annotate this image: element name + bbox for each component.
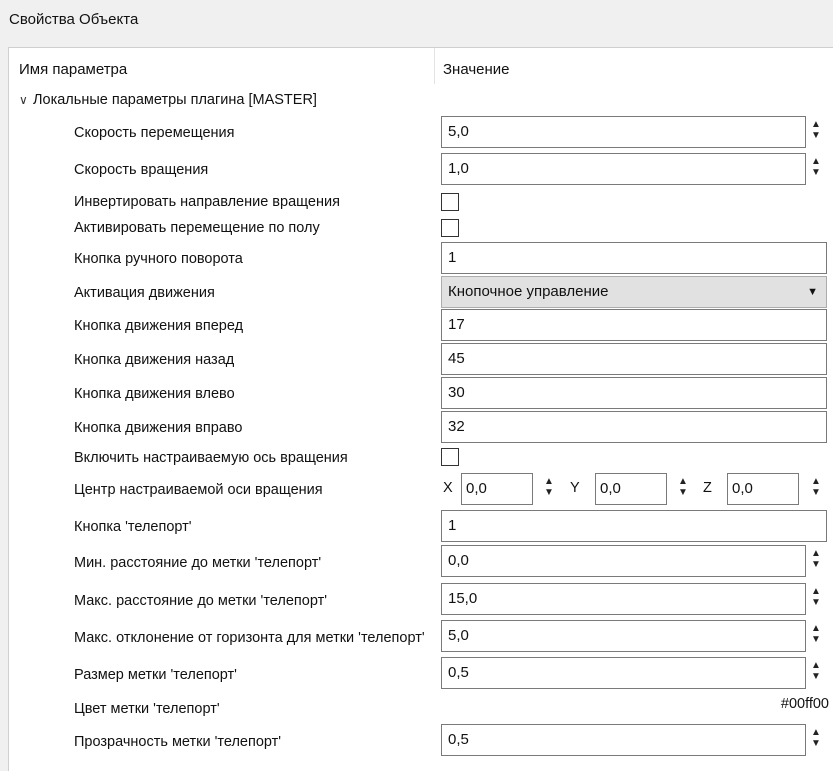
key-back-input[interactable]: 45	[441, 343, 827, 375]
spin-up-icon[interactable]: ▲	[544, 476, 554, 487]
axis-y-input[interactable]: 0,0	[595, 473, 667, 505]
teleport-max-distance-spinner[interactable]	[810, 586, 822, 608]
spin-up-icon[interactable]: ▲	[811, 660, 821, 671]
row-key-left	[9, 377, 833, 411]
spin-up-icon[interactable]: ▲	[811, 476, 821, 487]
window-title: Свойства Объекта	[9, 11, 139, 28]
spin-down-icon[interactable]: ▼	[811, 597, 821, 608]
spin-down-icon[interactable]: ▼	[811, 671, 821, 682]
row-manual-rotation-key	[9, 242, 833, 275]
row-move-activation	[9, 276, 833, 309]
dropdown-arrow-icon[interactable]: ▼	[807, 286, 818, 298]
spin-down-icon[interactable]: ▼	[811, 559, 821, 570]
spin-down-icon[interactable]: ▼	[811, 634, 821, 645]
row-label: Макс. отклонение от горизонта для метки 'телепорт'	[74, 630, 425, 646]
teleport-size-input[interactable]: 0,5	[441, 657, 806, 689]
row-label: Цвет метки 'телепорт'	[74, 701, 220, 717]
spin-up-icon[interactable]: ▲	[811, 548, 821, 559]
teleport-size-spinner[interactable]	[810, 660, 822, 682]
row-teleport-opacity	[9, 724, 833, 760]
axis-x-label: X	[443, 480, 453, 496]
custom-axis-checkbox[interactable]	[441, 448, 459, 466]
move-speed-spinner[interactable]	[810, 119, 822, 141]
key-forward-input[interactable]: 17	[441, 309, 827, 341]
row-teleport-min-distance	[9, 545, 833, 581]
axis-z-spinner[interactable]	[810, 476, 822, 498]
row-label: Размер метки 'телепорт'	[74, 667, 237, 683]
row-label: Кнопка движения влево	[74, 386, 235, 402]
row-label: Кнопка движения назад	[74, 352, 235, 368]
row-key-right	[9, 411, 833, 445]
rot-speed-spinner[interactable]	[810, 156, 822, 178]
row-label: Активировать перемещение по полу	[74, 220, 320, 236]
row-label: Кнопка движения вперед	[74, 318, 244, 334]
key-right-input[interactable]: 32	[441, 411, 827, 443]
axis-x-input[interactable]: 0,0	[461, 473, 533, 505]
row-invert-rotation	[9, 190, 833, 216]
move-activation-select[interactable]	[441, 276, 827, 308]
key-left-input[interactable]: 30	[441, 377, 827, 409]
row-label: Кнопка ручного поворота	[74, 251, 243, 267]
row-label: Скорость перемещения	[74, 125, 235, 141]
row-teleport-color	[9, 694, 833, 724]
teleport-max-distance-input[interactable]: 15,0	[441, 583, 806, 615]
spin-down-icon[interactable]: ▼	[678, 487, 688, 498]
row-label: Скорость вращения	[74, 162, 209, 178]
teleport-opacity-spinner[interactable]	[810, 727, 822, 749]
spin-up-icon[interactable]: ▲	[811, 156, 821, 167]
axis-y-spinner[interactable]	[677, 476, 689, 498]
row-teleport-key	[9, 510, 833, 544]
spin-up-icon[interactable]: ▲	[811, 623, 821, 634]
axis-y-label: Y	[570, 480, 580, 496]
spin-up-icon[interactable]: ▲	[811, 727, 821, 738]
floor-movement-checkbox[interactable]	[441, 219, 459, 237]
spin-down-icon[interactable]: ▼	[811, 130, 821, 141]
spin-down-icon[interactable]: ▼	[544, 487, 554, 498]
invert-rotation-checkbox[interactable]	[441, 193, 459, 211]
window-title-bar	[0, 0, 833, 42]
axis-z-input[interactable]: 0,0	[727, 473, 799, 505]
row-teleport-max-distance	[9, 583, 833, 619]
group-local-plugin-params[interactable]	[19, 92, 317, 108]
axis-z-label: Z	[703, 480, 712, 496]
row-label: Кнопка 'телепорт'	[74, 519, 192, 535]
property-table	[8, 47, 833, 771]
row-label: Центр настраиваемой оси вращения	[74, 482, 323, 498]
teleport-min-distance-spinner[interactable]	[810, 548, 822, 570]
teleport-max-deviation-spinner[interactable]	[810, 623, 822, 645]
row-floor-movement	[9, 216, 833, 242]
spin-up-icon[interactable]: ▲	[678, 476, 688, 487]
row-teleport-size	[9, 657, 833, 693]
group-label: Локальные параметры плагина [MASTER]	[33, 92, 317, 108]
row-label: Кнопка движения вправо	[74, 420, 243, 436]
column-header-param[interactable]: Имя параметра	[19, 61, 128, 78]
spin-down-icon[interactable]: ▼	[811, 487, 821, 498]
teleport-key-input[interactable]: 1	[441, 510, 827, 542]
teleport-max-deviation-input[interactable]: 5,0	[441, 620, 806, 652]
teleport-opacity-input[interactable]: 0,5	[441, 724, 806, 756]
row-axis-center	[9, 472, 833, 508]
teleport-color-value[interactable]: #00ff00	[780, 696, 829, 712]
row-custom-axis	[9, 445, 833, 471]
row-move-speed	[9, 116, 833, 152]
column-header-value[interactable]: Значение	[443, 61, 510, 78]
spin-up-icon[interactable]: ▲	[811, 586, 821, 597]
spin-up-icon[interactable]: ▲	[811, 119, 821, 130]
row-teleport-max-deviation	[9, 620, 833, 656]
manual-rotation-key-input[interactable]: 1	[441, 242, 827, 274]
row-label: Активация движения	[74, 285, 215, 301]
row-key-forward	[9, 309, 833, 343]
row-label: Мин. расстояние до метки 'телепорт'	[74, 555, 322, 571]
rot-speed-input[interactable]: 1,0	[441, 153, 806, 185]
teleport-min-distance-input[interactable]: 0,0	[441, 545, 806, 577]
row-rot-speed	[9, 153, 833, 189]
row-label: Макс. расстояние до метки 'телепорт'	[74, 593, 327, 609]
column-divider[interactable]	[434, 48, 435, 84]
row-label: Включить настраиваемую ось вращения	[74, 450, 348, 466]
chevron-down-icon[interactable]: ∨	[19, 93, 28, 107]
row-label: Прозрачность метки 'телепорт'	[74, 734, 282, 750]
row-key-back	[9, 343, 833, 377]
move-speed-input[interactable]: 5,0	[441, 116, 806, 148]
spin-down-icon[interactable]: ▼	[811, 738, 821, 749]
spin-down-icon[interactable]: ▼	[811, 167, 821, 178]
move-activation-value: Кнопочное управление	[448, 283, 609, 300]
axis-x-spinner[interactable]	[543, 476, 555, 498]
row-label: Инвертировать направление вращения	[74, 194, 340, 210]
